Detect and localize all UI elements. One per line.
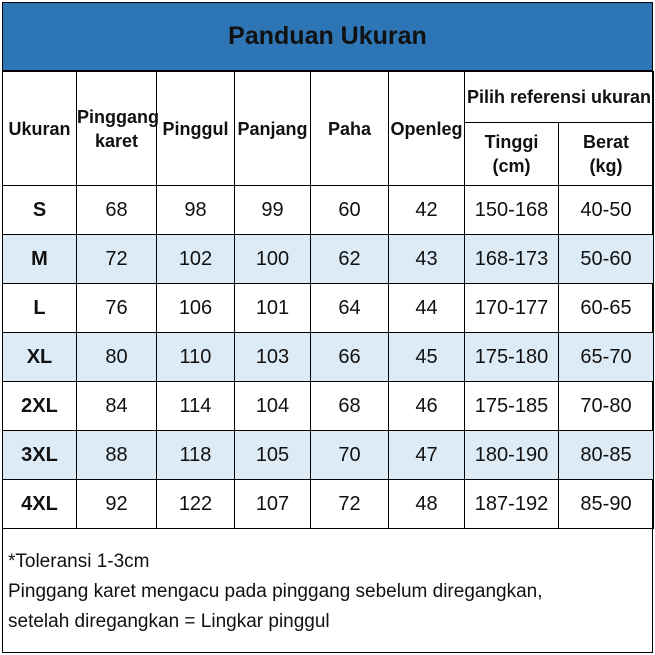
header-pinggang-karet-line2: karet: [94, 130, 139, 151]
cell-panjang: 101: [235, 284, 311, 333]
header-tinggi: [465, 123, 559, 186]
size-table: [2, 71, 654, 529]
cell-pinggang-karet: 80: [77, 333, 157, 382]
table-row-3xl: [3, 431, 654, 480]
cell-panjang: 100: [235, 235, 311, 284]
cell-openleg: 47: [389, 431, 465, 480]
cell-pinggang-karet: 68: [77, 186, 157, 235]
note-waist-line2: setelah diregangkan = Lingkar pinggul: [8, 611, 330, 632]
cell-pinggul: 98: [157, 186, 235, 235]
cell-paha: 64: [311, 284, 389, 333]
cell-paha: 72: [311, 480, 389, 529]
cell-size: L: [3, 284, 77, 333]
cell-panjang: 105: [235, 431, 311, 480]
table-row-4xl: [3, 480, 654, 529]
header-berat-line2: (kg): [589, 156, 623, 176]
cell-paha: 62: [311, 235, 389, 284]
cell-paha: 70: [311, 431, 389, 480]
cell-size: M: [3, 235, 77, 284]
cell-berat: 80-85: [559, 431, 654, 480]
cell-panjang: 107: [235, 480, 311, 529]
cell-size: 4XL: [3, 480, 77, 529]
cell-openleg: 44: [389, 284, 465, 333]
header-pinggang-karet: [77, 72, 157, 186]
cell-berat: 70-80: [559, 382, 654, 431]
cell-berat: 50-60: [559, 235, 654, 284]
cell-pinggang-karet: 84: [77, 382, 157, 431]
cell-berat: 40-50: [559, 186, 654, 235]
note-tolerance: *Toleransi 1-3cm: [8, 551, 150, 572]
header-tinggi-line2: (cm): [492, 156, 531, 176]
cell-berat: 65-70: [559, 333, 654, 382]
header-berat-line1: Berat: [582, 132, 630, 152]
header-paha: Paha: [311, 72, 389, 186]
header-tinggi-line1: Tinggi: [484, 132, 539, 152]
cell-paha: 66: [311, 333, 389, 382]
cell-openleg: 43: [389, 235, 465, 284]
cell-openleg: 45: [389, 333, 465, 382]
cell-tinggi: 175-180: [465, 333, 559, 382]
table-row-xl: [3, 333, 654, 382]
size-guide-sheet: [2, 2, 653, 653]
header-openleg: Openleg: [389, 72, 465, 186]
cell-tinggi: 170-177: [465, 284, 559, 333]
cell-openleg: 42: [389, 186, 465, 235]
header-ukuran: Ukuran: [3, 72, 77, 186]
cell-panjang: 103: [235, 333, 311, 382]
cell-pinggang-karet: 76: [77, 284, 157, 333]
header-reference-group: Pilih referensi ukuran: [465, 72, 654, 123]
cell-tinggi: 168-173: [465, 235, 559, 284]
cell-pinggang-karet: 88: [77, 431, 157, 480]
cell-pinggang-karet: 92: [77, 480, 157, 529]
cell-size: 2XL: [3, 382, 77, 431]
table-row-s: [3, 186, 654, 235]
cell-berat: 85-90: [559, 480, 654, 529]
cell-pinggang-karet: 72: [77, 235, 157, 284]
cell-panjang: 99: [235, 186, 311, 235]
cell-tinggi: 150-168: [465, 186, 559, 235]
table-row-m: [3, 235, 654, 284]
header-berat: [559, 123, 654, 186]
table-row-2xl: [3, 382, 654, 431]
header-pinggul: Pinggul: [157, 72, 235, 186]
cell-tinggi: 180-190: [465, 431, 559, 480]
header-panjang: Panjang: [235, 72, 311, 186]
cell-pinggul: 102: [157, 235, 235, 284]
cell-paha: 60: [311, 186, 389, 235]
cell-pinggul: 122: [157, 480, 235, 529]
cell-berat: 60-65: [559, 284, 654, 333]
note-waist-line1: Pinggang karet mengacu pada pinggang sebelum diregangkan,: [8, 581, 543, 602]
cell-size: XL: [3, 333, 77, 382]
cell-size: S: [3, 186, 77, 235]
cell-panjang: 104: [235, 382, 311, 431]
cell-openleg: 46: [389, 382, 465, 431]
notes-section: [3, 529, 652, 637]
cell-pinggul: 118: [157, 431, 235, 480]
cell-tinggi: 187-192: [465, 480, 559, 529]
cell-openleg: 48: [389, 480, 465, 529]
cell-pinggul: 114: [157, 382, 235, 431]
cell-size: 3XL: [3, 431, 77, 480]
header-pinggang-karet-line1: Pinggang: [77, 106, 159, 127]
table-row-l: [3, 284, 654, 333]
page-title: Panduan Ukuran: [3, 3, 652, 71]
cell-paha: 68: [311, 382, 389, 431]
cell-pinggul: 106: [157, 284, 235, 333]
cell-pinggul: 110: [157, 333, 235, 382]
cell-tinggi: 175-185: [465, 382, 559, 431]
